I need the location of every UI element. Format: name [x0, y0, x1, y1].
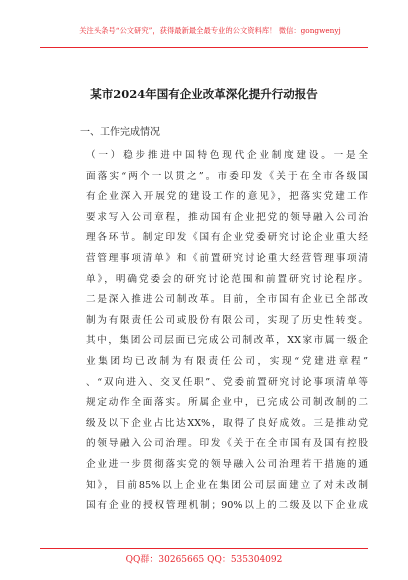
footer-contact: QQ群：30265665 QQ：535304092 [125, 555, 283, 565]
body-line: （一）稳步推进中国特色现代企业制度建设。一是全 [86, 150, 368, 161]
document-title: 某市2024年国有企业改革深化提升行动报告 [90, 87, 318, 101]
body-line: 、“双向进入、交叉任职”、党委前置研究讨论事项清单等 [86, 376, 368, 388]
body-line: 理各环节。制定印发《国有企业党委研究讨论企业重大经 [86, 232, 368, 244]
body-line: 业集团均已改制为有限责任公司，实现“党建进章程” [86, 355, 368, 367]
footer-divider [40, 548, 368, 549]
body-text [86, 146, 368, 517]
body-line: 知》，目前85%以上企业在集团公司层面建立了对未改制 [86, 479, 368, 491]
body-line: 单》，明确党委会的研究讨论范围和前置研究讨论程序。 [86, 273, 368, 285]
body-line: 有企业深入开展党的建设工作的意见》，把落实党建工作 [86, 191, 368, 203]
body-line: 国有企业的授权管理机制；90%以上的二级及以下企业成 [86, 500, 368, 512]
body-line: 企业进一步贯彻落实党的领导融入公司治理若干措施的通 [86, 458, 368, 470]
header-divider [40, 47, 368, 48]
body-line: 二是深入推进公司制改革。目前，全市国有企业已全部改 [86, 294, 368, 306]
body-line: 其中，集团公司层面已完成公司制改革，XX家市属一级企 [86, 335, 368, 347]
body-line: 营管理事项清单》和《前置研究讨论重大经营管理事项清 [86, 252, 368, 264]
body-line: 要求写入公司章程，推动国有企业把党的领导融入公司治 [86, 211, 368, 223]
body-line: 级及以下企业占比达XX%，取得了良好成效。三是推动党 [86, 417, 368, 429]
body-line: 面落实“两个一以贯之”。市委印发《关于在全市各级国 [86, 170, 368, 182]
body-line: 的领导融入公司治理。印发《关于在全市国有及国有控股 [86, 438, 368, 450]
body-line: 制为有限责任公司或股份有限公司，实现了历史性转变。 [86, 314, 368, 326]
section-heading: 一、工作完成情况 [80, 127, 160, 138]
body-line: 规定动作全面落实。所属企业中，已完成公司制改制的二 [86, 397, 368, 409]
header-banner: 关注头条号“公文研究”，获得最新最全最专业的公文资料库！ 微信：gongwenyj [79, 26, 341, 35]
